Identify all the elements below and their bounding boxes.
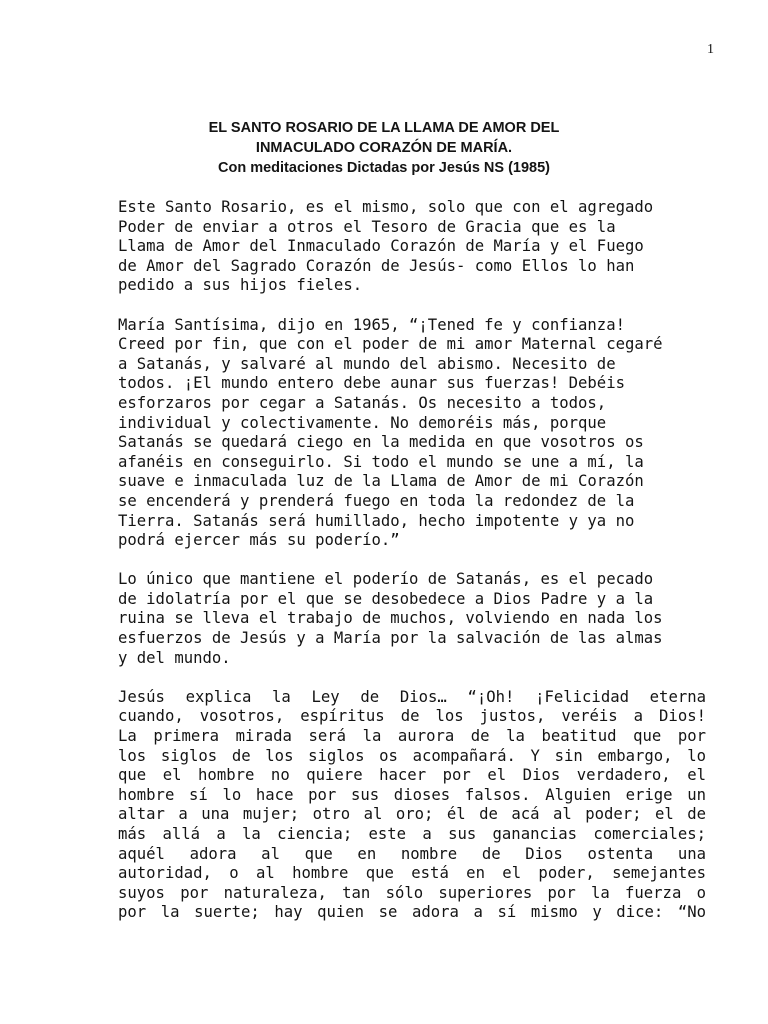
paragraph-4-line: Jesús explica la Ley de Dios… “¡Oh! ¡Felicidad eterna: [118, 687, 706, 706]
paragraph-4-line: aquél adora al que en nombre de Dios ostenta una: [118, 844, 706, 863]
title-subtitle: Con meditaciones Dictadas por Jesús NS (1985): [218, 160, 550, 176]
paragraph-4-line: altar a una mujer; otro al oro; él de acá al poder; el de: [118, 805, 706, 824]
paragraph-4-line: que el hombre no quiere hacer por el Dios verdadero, el: [118, 766, 706, 785]
paragraph-4-line: por la suerte; hay quien se adora a sí mismo y dice: “No: [118, 903, 706, 922]
title-line-2: INMACULADO CORAZÓN DE MARÍA.: [255, 140, 513, 156]
paragraph-4-line: hombre sí lo hace por sus dioses falsos. Alguien erige un: [118, 785, 706, 804]
document-title: [0, 118, 768, 178]
title-line-1: EL SANTO ROSARIO DE LA LLAMA DE AMOR DEL: [208, 120, 560, 136]
paragraph-4-line: La primera mirada será la aurora de la beatitud que por: [118, 727, 706, 746]
paragraph-4-line: autoridad, o al hombre que está en el poder, semejantes: [118, 864, 706, 883]
document-body: [118, 198, 706, 943]
paragraph-4: [118, 688, 706, 923]
paragraph-4-line: más allá a la ciencia; este a sus ganancias comerciales;: [118, 825, 706, 843]
paragraph-4-line: suyos por naturaleza, tan sólo superiores por la fuerza o: [118, 883, 706, 902]
paragraph-4-line: los siglos de los siglos os acompañará. Y sin embargo, lo: [118, 746, 706, 765]
paragraph-1: Este Santo Rosario, es el mismo, solo que con el agregado Poder de enviar a otros el Tesoro de Gracia que es la Llama de Amor del Inmaculado Corazón de María y el Fuego de Amor del Sagrado Corazón de Jesús- como Ellos lo han pedido a sus hijos fieles.: [118, 198, 654, 295]
page-number: 1: [707, 42, 714, 57]
paragraph-3: Lo único que mantiene el poderío de Satanás, es el pecado de idolatría por el que se desobedece a Dios Padre y a la ruina se lleva el trabajo de muchos, volviendo en nada los esfuerzos de Jesús y a María por la salvación de las almas y del mundo.: [118, 570, 663, 667]
paragraph-4-line: cuando, vosotros, espíritus de los justos, veréis a Dios!: [118, 707, 706, 726]
paragraph-2: María Santísima, dijo en 1965, “¡Tened fe y confianza! Creed por fin, que con el poder de mi amor Maternal cegaré a Satanás, y salvaré al mundo del abismo. Necesito de todos. ¡El mundo entero debe aunar sus fuerzas! Debéis esforzaros por cegar a Satanás. Os necesito a todos, individual y colectivamente. No demoréis más, porque Satanás se quedará ciego en la medida en que vosotros os afanéis en conseguirlo. Si todo el mundo se une a mí, la suave e inmaculada luz de la Llama de Amor de mi Corazón se encenderá y prenderá fuego en toda la redondez de la Tierra. Satanás será humillado, hecho impotente y ya no podrá ejercer más su poderío.”: [118, 315, 663, 550]
